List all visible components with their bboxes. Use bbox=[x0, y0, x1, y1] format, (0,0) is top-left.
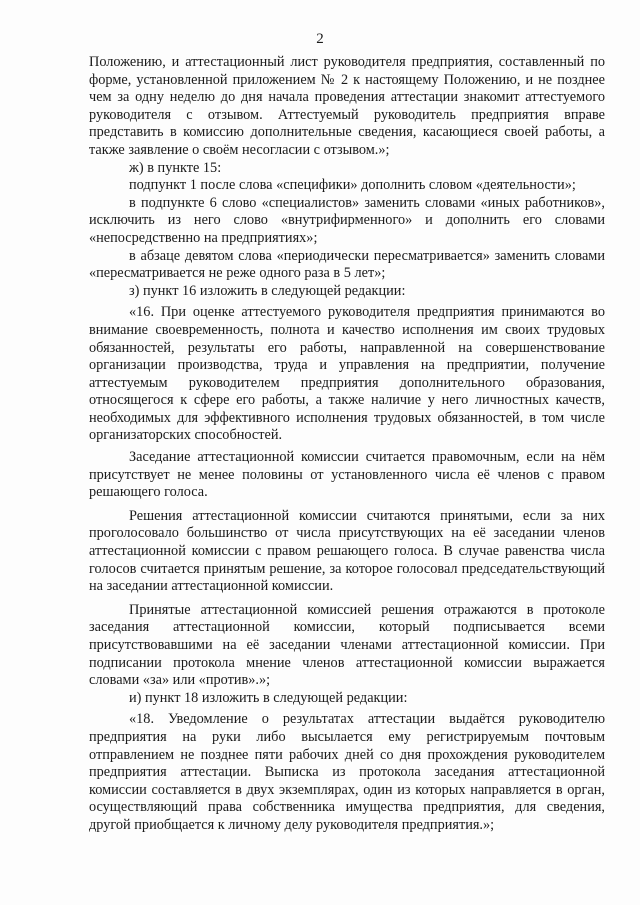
paragraph-clause-16: «16. При оценке аттестуемого руководителя предприятия принимаются во внимание своевременность, полнота и качество исполнения им своих трудовых обязанностей, результаты его работы, направленной на совершенствование организации производства, труда и управления на предприятии, получение аттестуемым руководителем предприятия дополнительного образования, относящегося к сфере его работы, а также наличие у него личностных качеств, необходимых для эффективного исполнения трудовых обязанностей, в том числе организаторских способностей. bbox=[89, 304, 605, 444]
paragraph-item-i: и) пункт 18 изложить в следующей редакции: bbox=[129, 689, 408, 706]
paragraph-decisions: Решения аттестационной комиссии считаются принятыми, если за них проголосовало большинство от числа присутствующих на её заседании членов аттестационной комиссии с правом решающего голоса. В случае равенства числа голосов считается принятым решение, за которое голосовал председательствующий на заседании аттестационной комиссии. bbox=[89, 507, 605, 595]
paragraph-continuation: Положению, и аттестационный лист руководителя предприятия, составленный по форме, установленной приложением № 2 к настоящему Положению, и не позднее чем за одну неделю до дня начала проведения аттестации знакомит аттестуемого руководителя с отзывом. Аттестуемый руководитель предприятия вправе представить в комиссию дополнительные сведения, касающиеся своей работы, а также заявление о своём несогласии с отзывом.»; bbox=[89, 54, 605, 158]
paragraph-subitem-6: в подпункте 6 слово «специалистов» заменить словами «иных работников», исключить из него слово «внутрифирменного» и дополнить его словами «непосредственно на предприятиях»; bbox=[89, 194, 605, 246]
paragraph-item-zh: ж) в пункте 15: bbox=[129, 159, 222, 176]
paragraph-subitem-1: подпункт 1 после слова «специфики» дополнить словом «деятельности»; bbox=[129, 177, 576, 194]
paragraph-protocol: Принятые аттестационной комиссией решения отражаются в протоколе заседания аттестационной комиссии, который подписывается всеми присутствовавшими на её заседании членами аттестационной комиссии. При подписании протокола мнение членов аттестационной комиссии выражается словами «за» или «против».»; bbox=[89, 601, 605, 689]
paragraph-ninth-clause: в абзаце девятом слова «периодически пересматривается» заменить словами «пересматривается не реже одного раза в 5 лет»; bbox=[89, 247, 605, 282]
page-number: 2 bbox=[316, 31, 324, 47]
paragraph-item-z: з) пункт 16 изложить в следующей редакции: bbox=[129, 282, 406, 299]
paragraph-clause-18: «18. Уведомление о результатах аттестации выдаётся руководителю предприятия на руки либо высылается ему регистрируемым почтовым отправлением не позднее пяти рабочих дней со дня прохождения руководителем предприятия аттестации. Выписка из протокола заседания аттестационной комиссии составляется в двух экземплярах, один из которых направляется в орган, осуществляющий права собственника имущества предприятия, для сведения, другой приобщается к личному делу руководителя предприятия.»; bbox=[89, 711, 605, 833]
paragraph-quorum: Заседание аттестационной комиссии считается правомочным, если на нём присутствует не менее половины от установленного числа её членов с правом решающего голоса. bbox=[89, 449, 605, 501]
document-body bbox=[89, 54, 605, 835]
